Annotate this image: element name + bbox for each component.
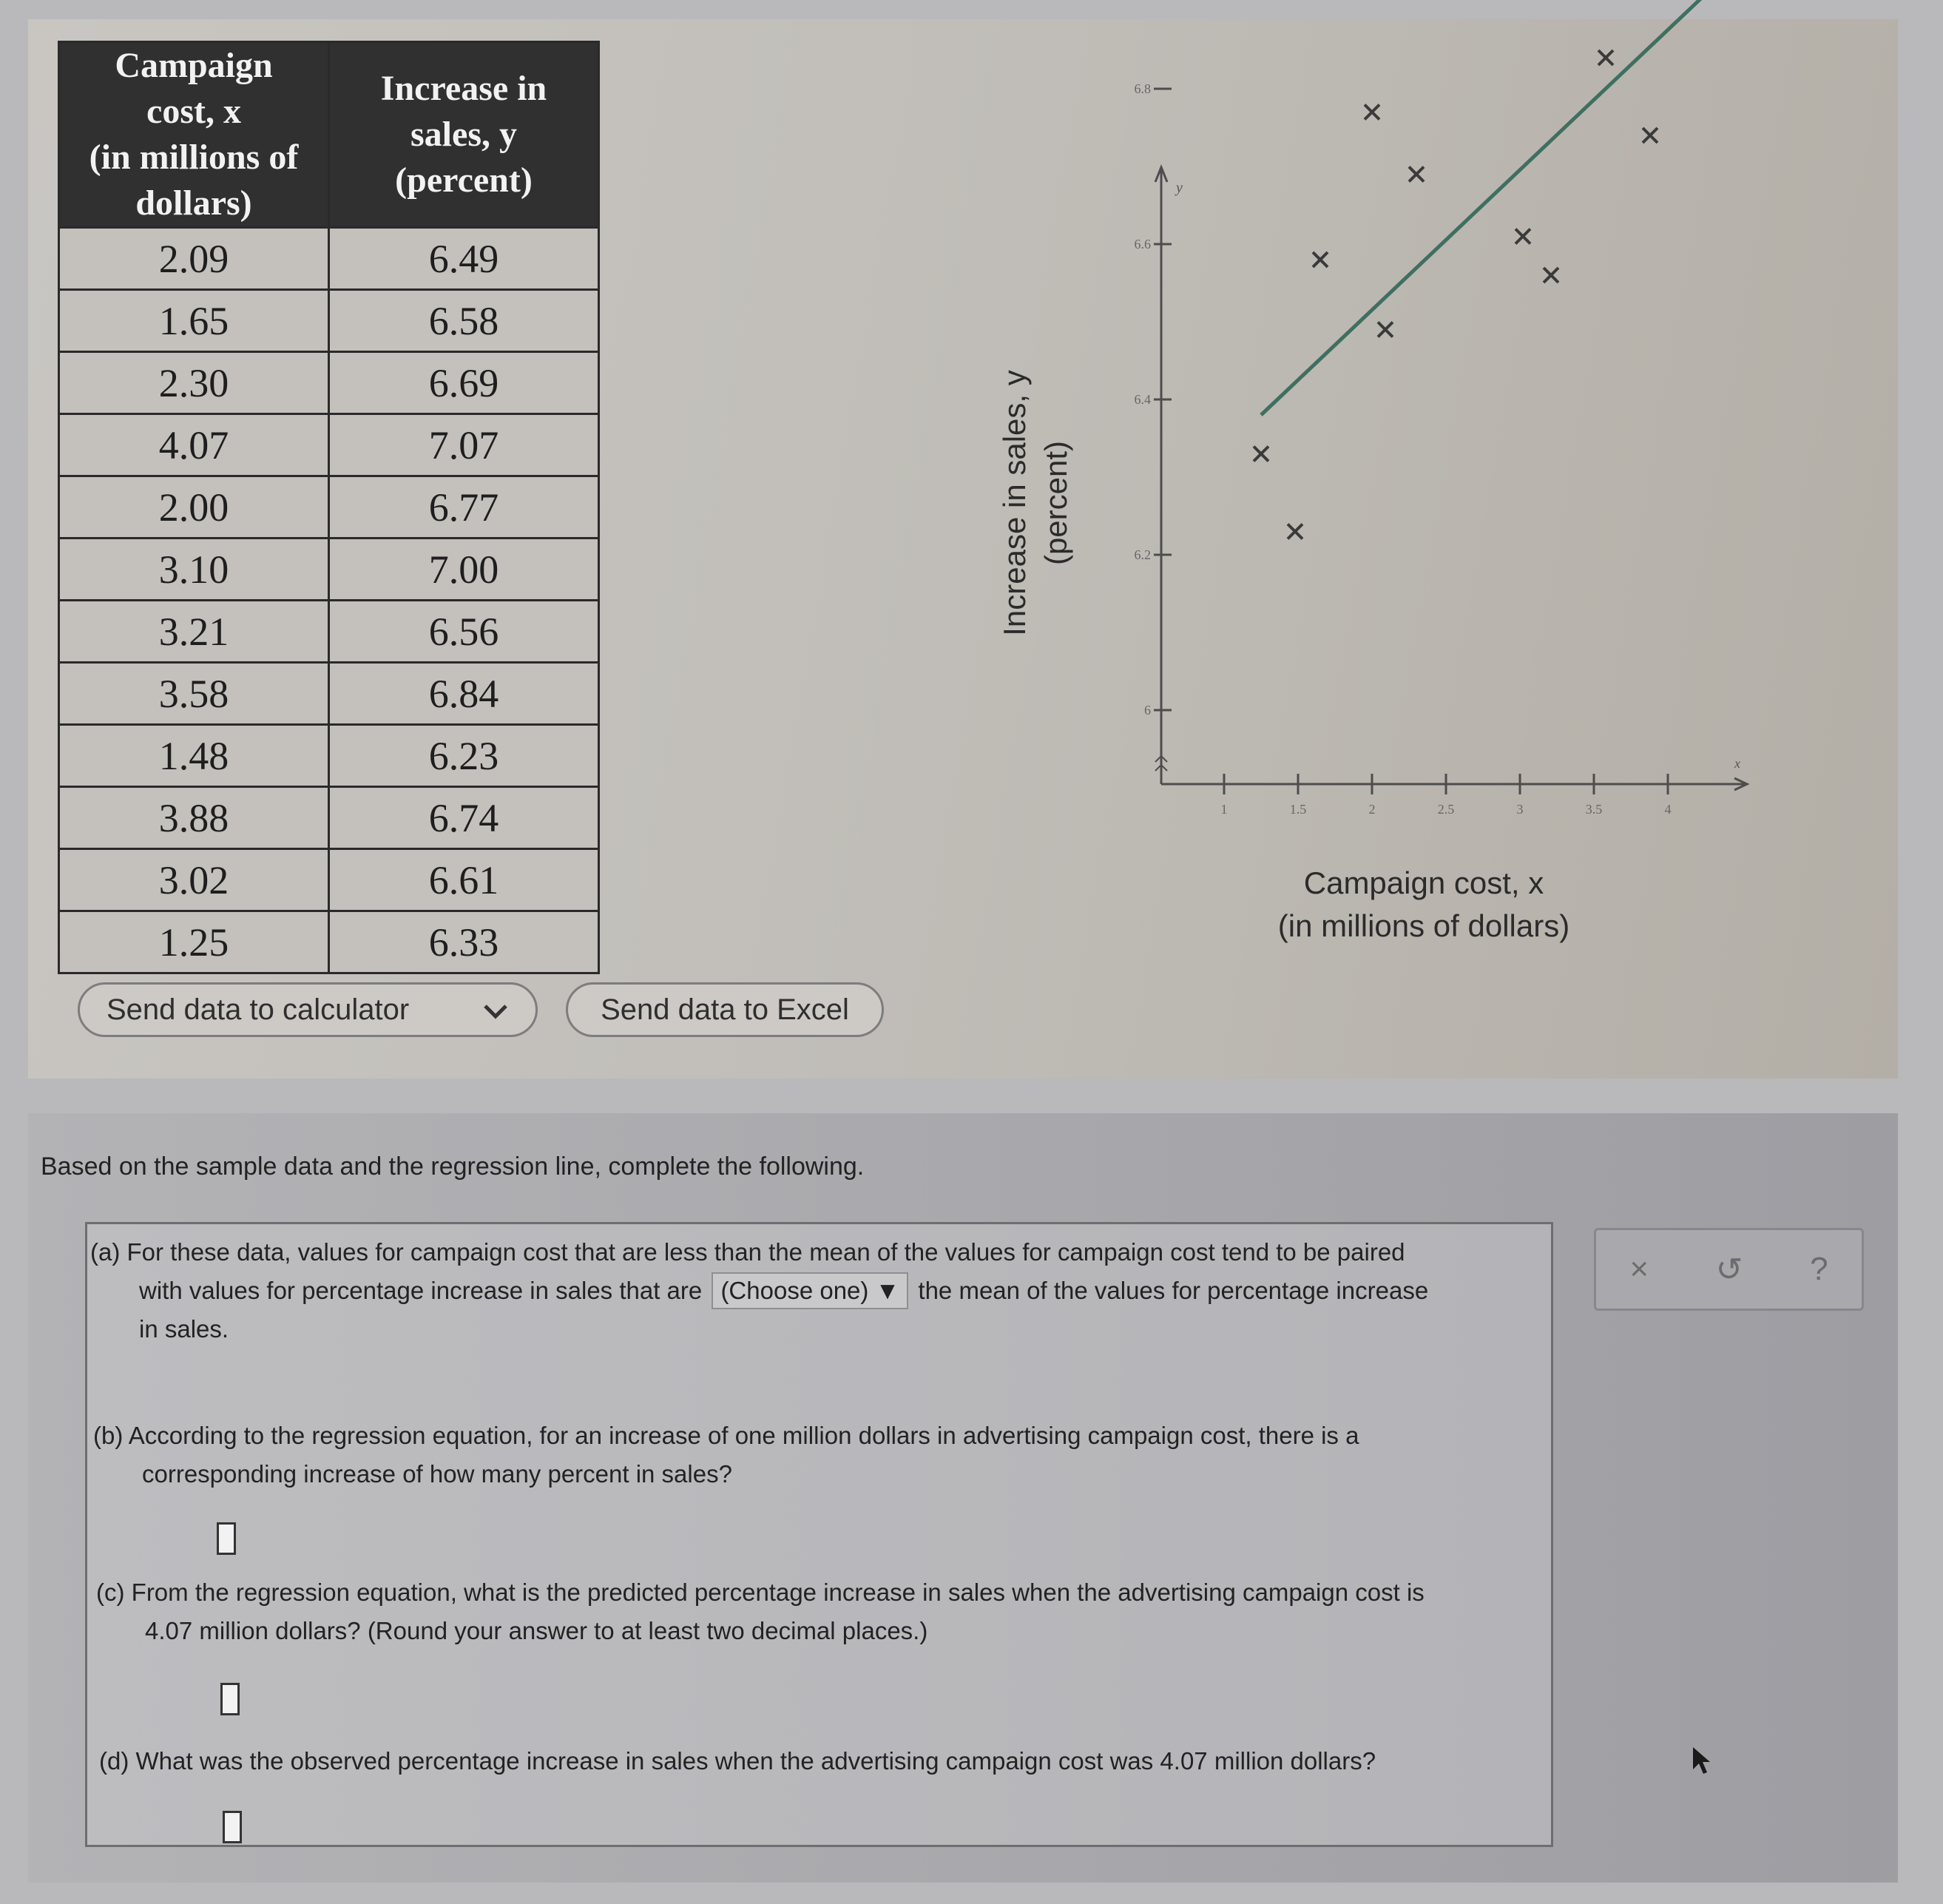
table-row [59,414,599,476]
x-axis-title [1220,862,1627,948]
header-y-line: (percent) [395,161,533,200]
answer-tools [1594,1228,1864,1311]
campaign-cost-cell: 1.48 [59,725,329,787]
question-d-label: (d) [99,1747,129,1775]
campaign-cost-cell: 3.88 [59,787,329,849]
question-b-label: (b) [93,1422,124,1449]
data-point [1409,167,1424,182]
y-axis-letter: y [1176,180,1183,196]
question-a-line: with values for percentage increase in sales that are [139,1277,703,1304]
sales-increase-cell: 6.56 [329,601,599,663]
question-a-label: (a) [90,1238,121,1266]
table-row [59,725,599,787]
campaign-cost-cell: 2.09 [59,228,329,290]
answer-d-input[interactable] [223,1811,242,1843]
question-b-line: According to the regression equation, for an increase of one million dollars in advertising campaign cost, there is a [128,1422,1359,1449]
question-c-line: 4.07 million dollars? (Round your answer to at least two decimal places.) [145,1617,928,1644]
question-d [99,1742,1376,1780]
sales-increase-cell: 6.74 [329,787,599,849]
question-a-line: the mean of the values for percentage increase [918,1277,1429,1304]
data-point [1544,268,1558,283]
header-x-line: dollars) [135,183,252,223]
table-row [59,228,599,290]
campaign-cost-cell: 2.30 [59,352,329,414]
data-table [58,41,600,974]
table-row [59,911,599,973]
table-row [59,352,599,414]
chevron-down-icon [481,996,510,1026]
y-tick-label: 6.6 [1134,237,1151,251]
send-to-calculator-button[interactable] [78,982,538,1037]
campaign-cost-cell: 3.58 [59,663,329,725]
x-axis-letter: x [1734,756,1740,771]
sales-increase-cell: 6.84 [329,663,599,725]
x-tick-label: 4 [1664,802,1672,817]
campaign-cost-cell: 3.02 [59,849,329,911]
clear-icon[interactable]: × [1629,1251,1649,1287]
answer-c-input[interactable] [220,1683,240,1715]
campaign-cost-cell: 3.21 [59,601,329,663]
scatter-plot [962,81,1775,828]
table-row [59,787,599,849]
question-d-line: What was the observed percentage increase in sales when the advertising campaign cost was 4.07 million dollars? [135,1747,1376,1775]
table-row [59,663,599,725]
help-icon[interactable]: ? [1810,1251,1828,1287]
data-point [1313,252,1328,267]
campaign-cost-cell: 2.00 [59,476,329,539]
x-tick-label: 2.5 [1437,802,1455,817]
sales-increase-cell: 7.00 [329,539,599,601]
question-box [85,1222,1553,1847]
x-tick-label: 3.5 [1585,802,1603,817]
campaign-cost-cell: 1.65 [59,290,329,352]
dropdown-arrow-icon: ▼ [875,1277,900,1304]
sales-increase-cell: 6.23 [329,725,599,787]
table-row [59,290,599,352]
header-y-line: sales, y [410,115,517,154]
data-point [1515,229,1530,244]
table-row [59,601,599,663]
answer-b-input[interactable] [217,1522,236,1555]
data-point [1378,323,1393,337]
campaign-cost-cell: 4.07 [59,414,329,476]
y-tick-label: 6.8 [1134,81,1151,96]
mouse-pointer-icon [1690,1746,1712,1775]
table-row [59,539,599,601]
header-x-line: cost, x [146,92,241,131]
x-axis-title-line: (in millions of dollars) [1277,908,1570,943]
sales-increase-cell: 6.77 [329,476,599,539]
y-axis-title-line: (percent) [1038,440,1073,566]
question-c [96,1573,1425,1650]
sales-increase-cell: 6.49 [329,228,599,290]
x-tick-label: 1.5 [1289,802,1307,817]
table-row [59,476,599,539]
comparison-dropdown[interactable] [712,1272,908,1309]
question-b-line: corresponding increase of how many percent in sales? [142,1460,732,1488]
campaign-cost-cell: 1.25 [59,911,329,973]
x-tick-label: 3 [1516,802,1524,817]
table-body [59,228,599,973]
sales-increase-cell: 6.69 [329,352,599,414]
y-tick-label: 6.4 [1134,392,1151,407]
header-y-line: Increase in [380,69,547,108]
question-a-line: For these data, values for campaign cost that are less than the mean of the values for campaign cost tend to be paired [126,1238,1405,1266]
send-to-excel-button[interactable] [566,982,884,1037]
y-tick-label: 6 [1144,703,1151,718]
undo-icon[interactable]: ↺ [1715,1251,1743,1288]
sales-increase-cell: 7.07 [329,414,599,476]
dropdown-value: (Choose one) [720,1277,869,1304]
column-header-sales-increase [329,42,599,228]
y-tick-label: 6.2 [1134,547,1151,562]
data-point [1288,524,1302,539]
sales-increase-cell: 6.33 [329,911,599,973]
question-a-line: in sales. [139,1315,229,1343]
header-x-line: Campaign [115,46,273,85]
instructions-text: Based on the sample data and the regression line, complete the following. [41,1152,865,1181]
sales-increase-cell: 6.58 [329,290,599,352]
x-tick-label: 1 [1220,802,1228,817]
question-c-label: (c) [96,1579,125,1606]
question-b [93,1417,1359,1493]
question-c-line: From the regression equation, what is the predicted percentage increase in sales when the advertising campaign cost is [131,1579,1425,1606]
table-row [59,849,599,911]
send-to-excel-label: Send data to Excel [601,993,849,1026]
data-point [1254,447,1268,462]
column-header-campaign-cost [59,42,329,228]
send-to-calculator-label: Send data to calculator [107,993,410,1026]
question-a [90,1233,1428,1348]
x-tick-label: 2 [1368,802,1376,817]
y-axis-title-line: Increase in sales, y [997,370,1032,636]
campaign-cost-cell: 3.10 [59,539,329,601]
x-axis-title-line: Campaign cost, x [1303,865,1544,900]
sales-increase-cell: 6.61 [329,849,599,911]
header-x-line: (in millions of [89,138,299,177]
